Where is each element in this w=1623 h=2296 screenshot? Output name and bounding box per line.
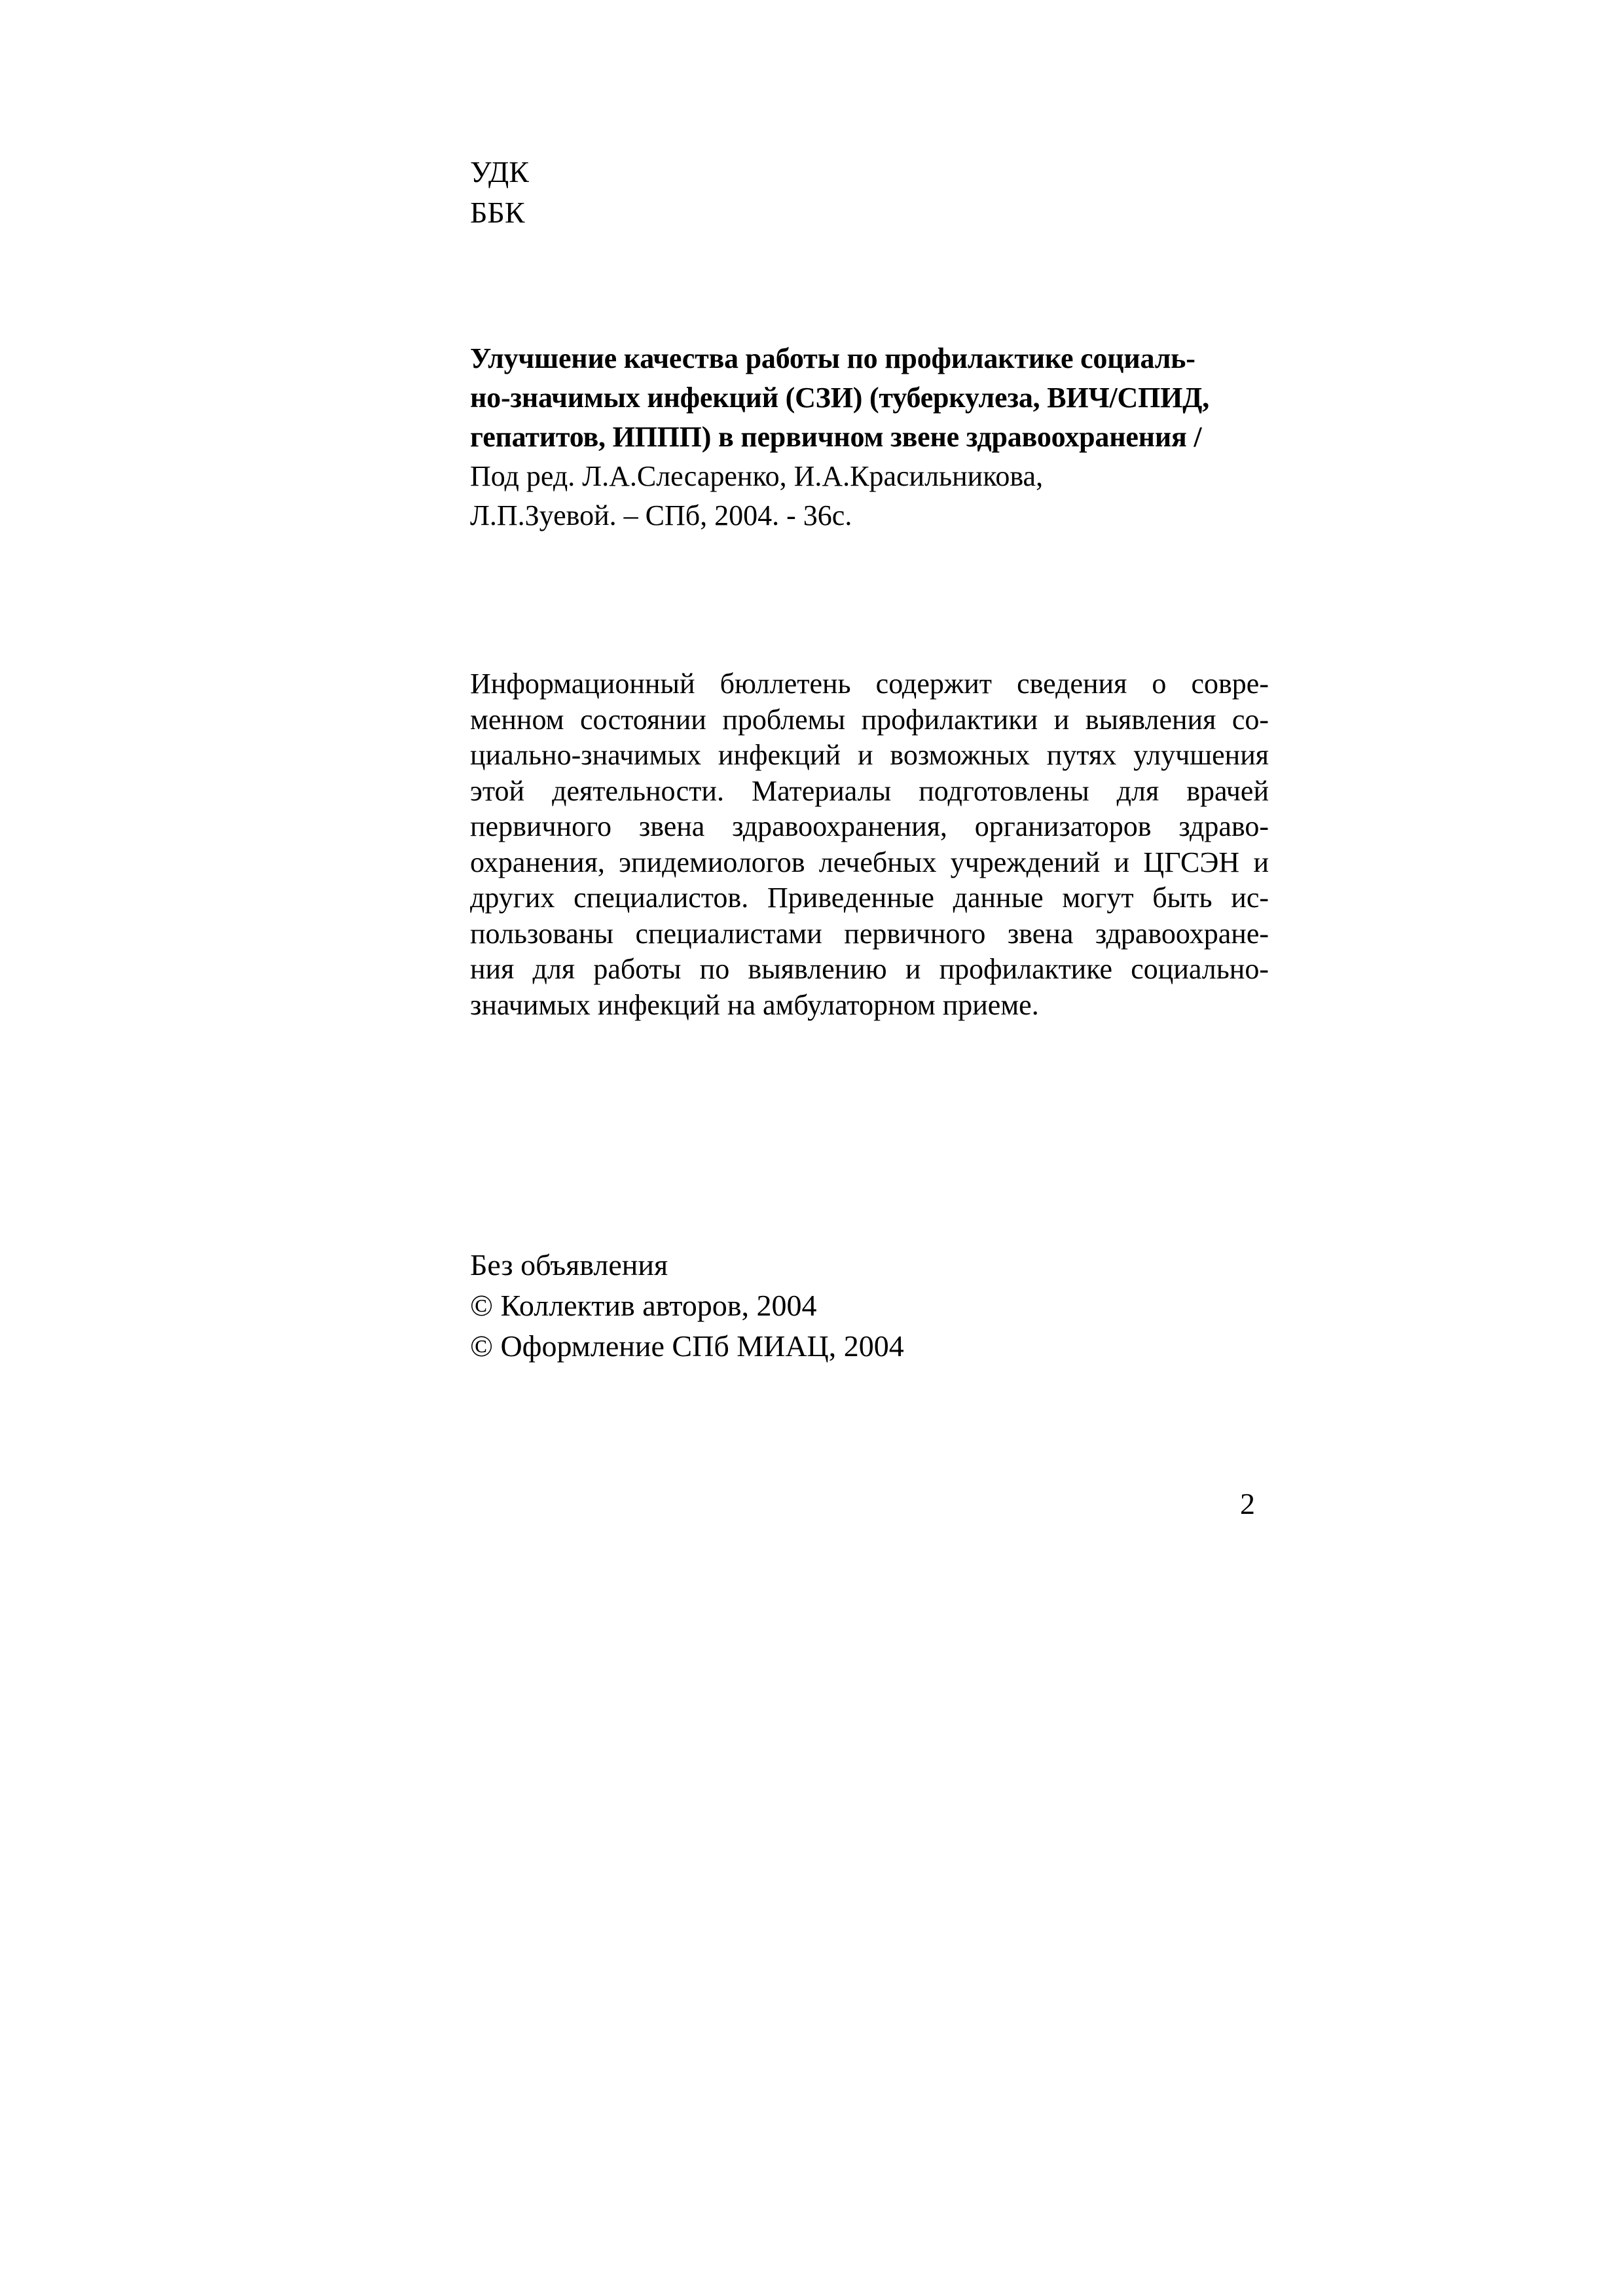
title-line: Улучшение качества работы по профилактике социаль-: [470, 342, 1195, 374]
copyright-design: © Оформление СПб МИАЦ, 2004: [470, 1329, 904, 1363]
editors-imprint: [470, 457, 1269, 535]
annotation-paragraph: [470, 666, 1269, 1023]
title-line: но-значимых инфекций (СЗИ) (туберкулеза, ВИЧ/СПИД,: [470, 382, 1210, 414]
rights-notice: [470, 1245, 1269, 1367]
annotation-line: ния для работы по выявлению и профилактике социально-: [470, 953, 1269, 985]
editors-line: Л.П.Зуевой. – СПб, 2004. - 36с.: [470, 499, 852, 531]
annotation-line: значимых инфекций на амбулаторном приеме.: [470, 988, 1039, 1021]
annotation-line: первичного звена здравоохранения, организаторов здраво-: [470, 810, 1269, 842]
annotation-line: охранения, эпидемиологов лечебных учреждений и ЦГСЭН и: [470, 846, 1269, 878]
udk-label: УДК: [470, 155, 529, 188]
no-announcement-note: Без объявления: [470, 1248, 668, 1282]
annotation-line: пользованы специалистами первичного звена здравоохране-: [470, 917, 1269, 950]
page-number: 2: [1240, 1487, 1255, 1520]
book-title: [470, 339, 1269, 457]
copyright-authors: © Коллектив авторов, 2004: [470, 1289, 817, 1322]
annotation-line: Информационный бюллетень содержит сведения о совре-: [470, 668, 1269, 700]
bibliographic-description: [470, 339, 1269, 535]
annotation-line: циально-значимых инфекций и возможных путях улучшения: [470, 739, 1269, 771]
annotation-line: этой деятельности. Материалы подготовлены для врачей: [470, 774, 1269, 807]
editors-line: Под ред. Л.А.Слесаренко, И.А.Красильникова,: [470, 460, 1044, 492]
annotation-line: других специалистов. Приведенные данные могут быть ис-: [470, 882, 1269, 914]
annotation-line: менном состоянии проблемы профилактики и выявления со-: [470, 703, 1269, 736]
bbk-label: ББК: [470, 196, 525, 229]
classification-codes: [470, 152, 1269, 233]
title-line: гепатитов, ИППП) в первичном звене здравоохранения /: [470, 421, 1202, 453]
